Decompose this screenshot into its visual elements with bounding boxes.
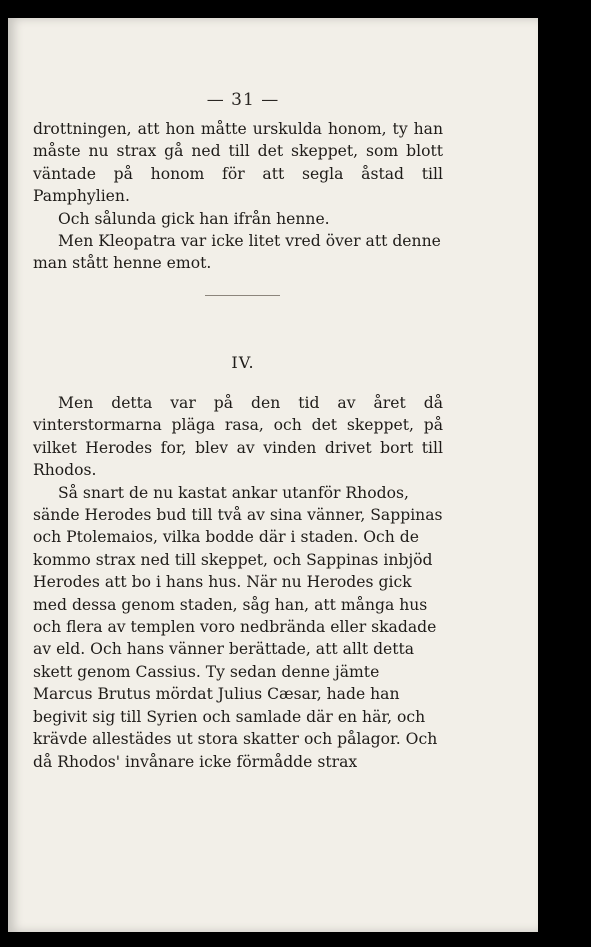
paragraph: Så snart de nu kastat ankar utanför Rhodos, sände Herodes bud till två av sina vänner, Sappinas och Ptolemaios, vilka bodde där i staden. Och de kommo strax ned till skeppet, och Sappinas inbjöd Herodes att bo i hans hus. När nu Herodes gick med dessa genom staden, såg han, att många hus och flera av templen voro nedbrända eller skadade av eld. Och hans vänner berättade, att allt detta skett genom Cassius. Ty sedan denne jämte Marcus Brutus mördat Julius Cæsar, hade han begivit sig till Syrien och samlade där en här, och krävde allestädes ut stora skatter och pålagor. Och då Rhodos' invånare icke förmådde strax xyxy=(33,483,443,771)
book-page xyxy=(8,18,538,932)
text-section-2 xyxy=(33,392,443,773)
page-number: — 31 — xyxy=(206,90,280,110)
paragraph: drottningen, att hon måtte urskulda honom, ty han måste nu strax gå ned till det skeppet, som blott väntade på honom för att segla åstad till Pamphylien. xyxy=(33,120,443,206)
section-divider xyxy=(205,295,280,296)
chapter-heading: IV. xyxy=(231,353,255,372)
text-section-1 xyxy=(33,118,443,275)
paragraph: Och sålunda gick han ifrån henne. xyxy=(58,209,330,228)
paragraph: Men Kleopatra var icke litet vred över att denne man stått henne emot. xyxy=(33,232,441,273)
paragraph: Men detta var på den tid av året då vinterstormarna pläga rasa, och det skeppet, på vilket Herodes for, blev av vinden drivet bort till Rhodos. xyxy=(33,394,443,480)
